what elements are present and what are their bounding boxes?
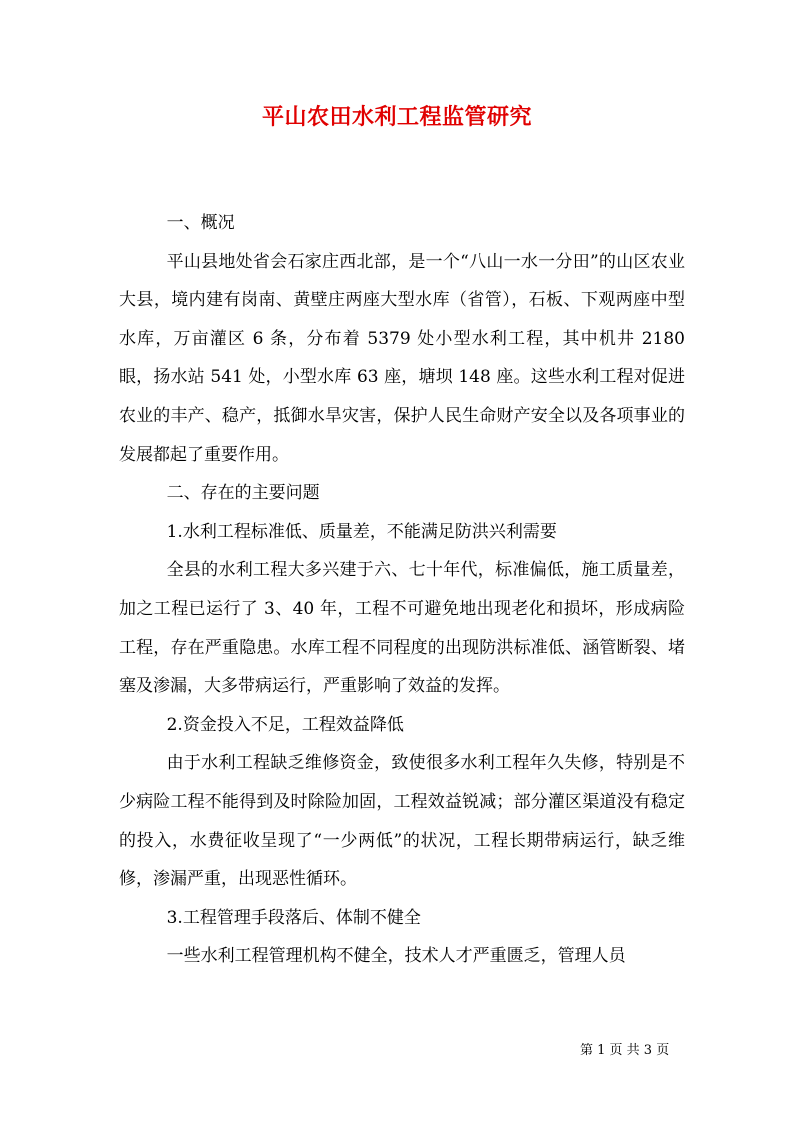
section-heading-overview: 一、概况 [166, 213, 235, 233]
page-footer [580, 1042, 669, 1060]
page-number-label: 第 1 页 共 3 页 [580, 1043, 670, 1058]
subheading-problem-2: 2.资金投入不足，工程效益降低 [166, 714, 404, 735]
paragraph-problem-3: 一些水利工程管理机构不健全，技术人才严重匮乏，管理人员 [166, 946, 626, 967]
paragraph-problem-2: 由于水利工程缺乏维修资金，致使很多水利工程年久失修，特别是不少病险工程不能得到及时除险加固，工程效益锐减；部分灌区渠道没有稳定的投入，水费征收呈现了“一少两低”的状况，工程长期带病运行，缺乏维修，渗漏严重，出现恶性循环。 [119, 753, 685, 890]
subheading-problem-1: 1.水利工程标准低、质量差，不能满足防洪兴利需要 [166, 521, 557, 542]
document-body [119, 204, 685, 976]
paragraph-problem-1: 全县的水利工程大多兴建于六、七十年代，标准偏低，施工质量差，加之工程已运行了 3、40 年，工程不可避免地出现老化和损坏，形成病险工程，存在严重隐患。水库工程不同程度的出现防洪标准低、涵管断裂、堵塞及渗漏，大多带病运行，严重影响了效益的发挥。 [119, 560, 685, 697]
subheading-problem-3: 3.工程管理手段落后、体制不健全 [166, 907, 421, 928]
section-heading-problems: 二、存在的主要问题 [166, 483, 320, 504]
paragraph-overview: 平山县地处省会石家庄西北部，是一个“八山一水一分田”的山区农业大县，境内建有岗南、黄壁庄两座大型水库（省管），石板、下观两座中型水库，万亩灌区 6 条，分布着 5379 处小型水利工程，其中机井 2180 眼，扬水站 541 处，小型水库 63 座，塘坝 148 座。这些水利工程对促进农业的丰产、稳产，抵御水旱灾害，保护人民生命财产安全以及各项事业的发展都起了重要作用。 [119, 251, 685, 465]
document-title: 平山农田水利工程监管研究 [261, 104, 532, 130]
